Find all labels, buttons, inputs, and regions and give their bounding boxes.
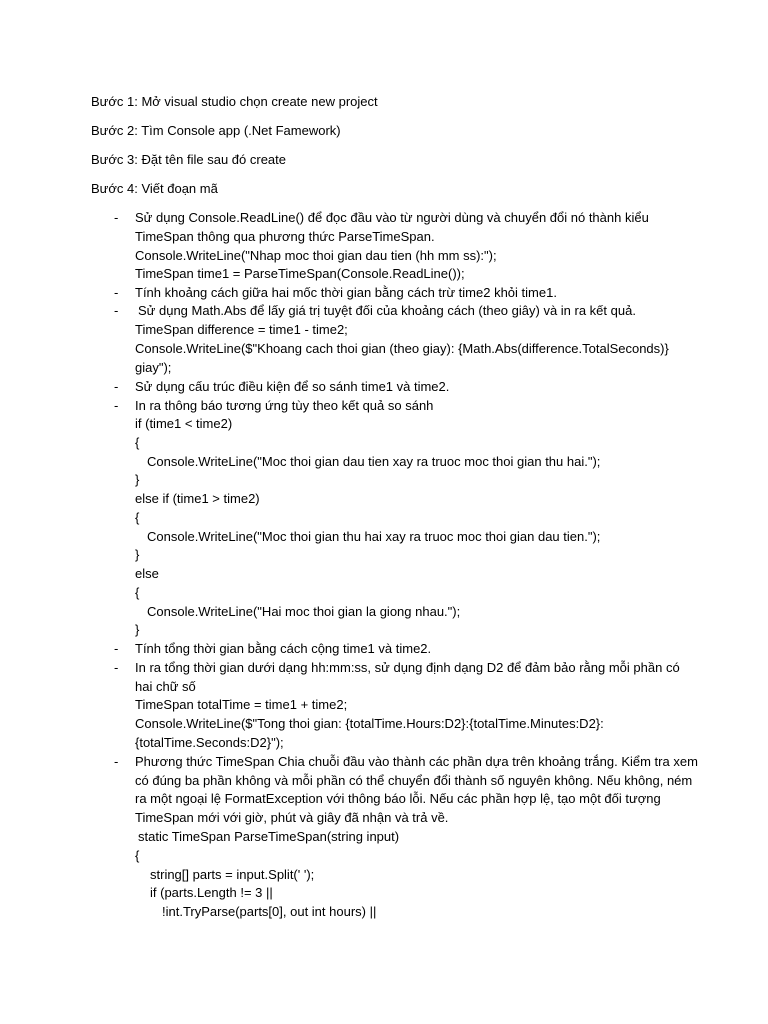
code-line: giay"); (135, 360, 172, 375)
code-line: if (parts.Length != 3 || (150, 885, 273, 900)
code-line: !int.TryParse(parts[0], out int hours) || (162, 904, 377, 919)
code-line: Console.WriteLine("Moc thoi gian dau tien xay ra truoc moc thoi gian thu hai."); (147, 454, 601, 469)
code-line: TimeSpan time1 = ParseTimeSpan(Console.ReadLine()); (135, 266, 465, 281)
text-line: Tính khoảng cách giữa hai mốc thời gian bằng cách trừ time2 khỏi time1. (135, 285, 557, 300)
code-line: else if (time1 > time2) (135, 491, 260, 506)
bullet-marker: - (114, 641, 119, 656)
code-line: else (135, 566, 159, 581)
code-line: { (135, 510, 140, 525)
code-line: if (time1 < time2) (135, 416, 233, 431)
bullet-marker: - (114, 379, 119, 394)
bullet-marker: - (114, 660, 119, 675)
code-line: Console.WriteLine($"Khoang cach thoi gian (theo giay): {Math.Abs(difference.TotalSeconds)} (135, 341, 669, 356)
step-2-text: Bước 2: Tìm Console app (.Net Famework) (91, 123, 341, 138)
bullet-marker: - (114, 398, 119, 413)
step-3-text: Bước 3: Đặt tên file sau đó create (91, 152, 286, 167)
text-line: ra một ngoại lệ FormatException với thông báo lỗi. Nếu các phần hợp lệ, tạo một đối tượng (135, 791, 661, 806)
code-line: { (135, 585, 140, 600)
code-line: { (135, 848, 140, 863)
code-line: Console.WriteLine("Hai moc thoi gian la giong nhau."); (147, 604, 461, 619)
text-line: Sử dụng cấu trúc điều kiện để so sánh time1 và time2. (135, 379, 450, 394)
bullet-marker: - (114, 303, 119, 318)
code-line: string[] parts = input.Split(' '); (150, 867, 315, 882)
code-line: {totalTime.Seconds:D2}"); (135, 735, 284, 750)
code-line: Console.WriteLine("Moc thoi gian thu hai xay ra truoc moc thoi gian dau tien."); (147, 529, 601, 544)
code-line: Console.WriteLine("Nhap moc thoi gian dau tien (hh mm ss):"); (135, 248, 497, 263)
code-line: { (135, 435, 140, 450)
text-line: Tính tổng thời gian bằng cách cộng time1 và time2. (135, 641, 432, 656)
text-line: In ra tổng thời gian dưới dạng hh:mm:ss, sử dụng định dạng D2 để đảm bảo rằng mỗi phần có (135, 660, 680, 675)
code-line: TimeSpan totalTime = time1 + time2; (135, 697, 348, 712)
code-line: static TimeSpan ParseTimeSpan(string input) (138, 829, 400, 844)
bullet-marker: - (114, 285, 119, 300)
text-line: TimeSpan mới với giờ, phút và giây đã nhận và trả về. (135, 810, 449, 825)
code-line: TimeSpan difference = time1 - time2; (135, 322, 348, 337)
text-line: hai chữ số (135, 679, 196, 694)
text-line: TimeSpan thông qua phương thức ParseTimeSpan. (135, 229, 435, 244)
code-line: } (135, 472, 140, 487)
text-line: Phương thức TimeSpan Chia chuỗi đầu vào thành các phần dựa trên khoảng trắng. Kiểm tra xem (135, 754, 698, 769)
text-line: In ra thông báo tương ứng tùy theo kết quả so sánh (135, 398, 434, 413)
text-line: Sử dụng Console.ReadLine() để đọc đầu vào từ người dùng và chuyển đổi nó thành kiểu (135, 210, 649, 225)
code-line: } (135, 547, 140, 562)
code-line: Console.WriteLine($"Tong thoi gian: {totalTime.Hours:D2}:{totalTime.Minutes:D2}: (135, 716, 604, 731)
text-line: có đúng ba phần không và mỗi phần có thể chuyển đổi thành số nguyên không. Nếu không, ném (135, 773, 693, 788)
bullet-marker: - (114, 210, 119, 225)
step-1-text: Bước 1: Mở visual studio chọn create new project (91, 94, 378, 109)
bullet-marker: - (114, 754, 119, 769)
code-line: } (135, 622, 140, 637)
text-line: Sử dụng Math.Abs để lấy giá trị tuyệt đối của khoảng cách (theo giây) và in ra kết quả. (138, 303, 636, 318)
step-4-text: Bước 4: Viết đoạn mã (91, 181, 218, 196)
